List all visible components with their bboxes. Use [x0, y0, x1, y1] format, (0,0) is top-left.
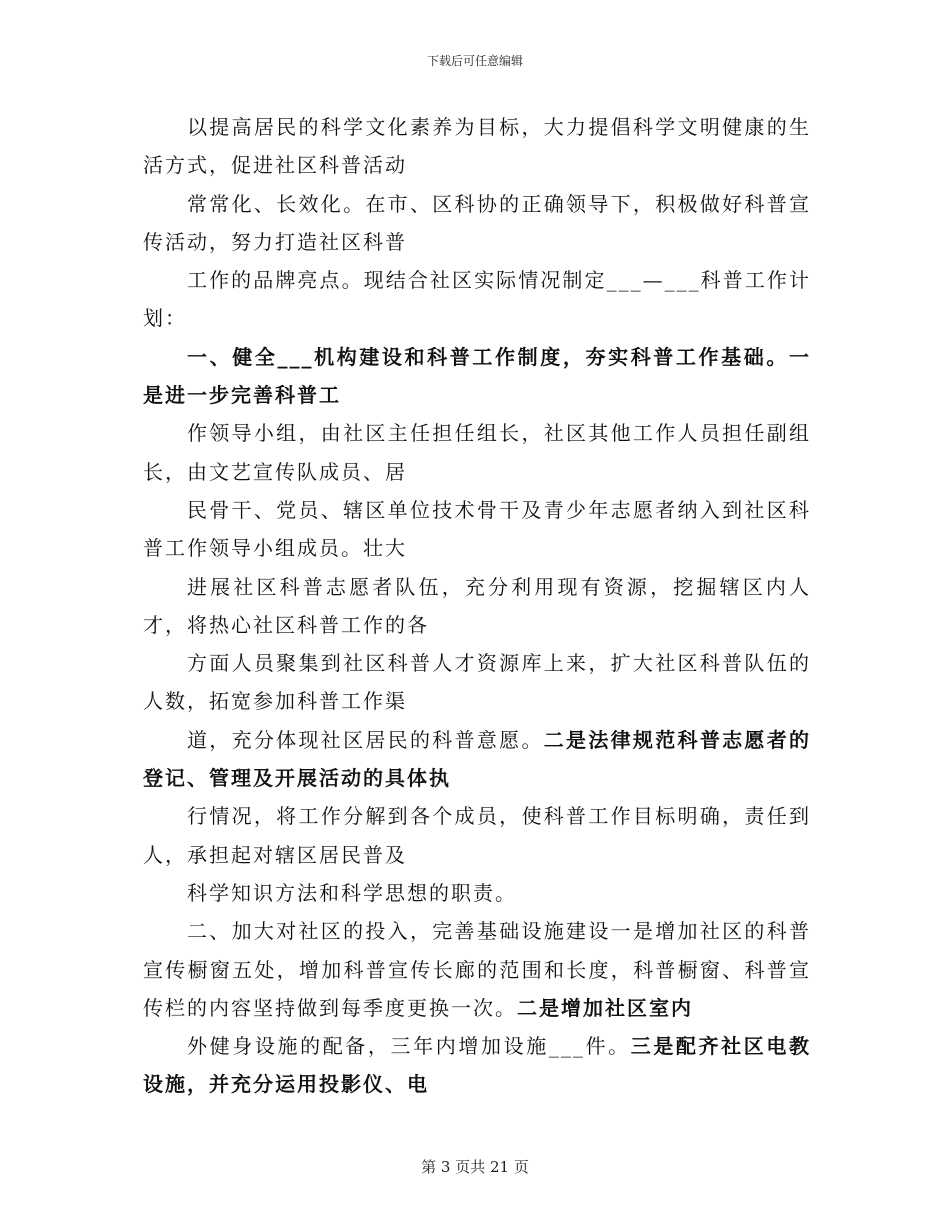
text-run: 以提高居民的科学文化素养为目标，大力提倡科学文明健康的生活方式，促进社区科普活动 — [143, 115, 811, 178]
paragraph — [143, 644, 811, 721]
paragraph — [143, 414, 811, 491]
text-run: 民骨干、党员、辖区单位技术骨干及青少年志愿者纳入到社区科普工作领导小组成员。壮大 — [143, 497, 811, 561]
paragraph — [143, 797, 811, 874]
paragraph — [143, 721, 811, 798]
bold-text-run: 三是配齐社区电教设施，并充分运用投影仪、电 — [143, 1034, 812, 1097]
paragraph — [143, 108, 811, 185]
text-run: 外健身设施的配备，三年内增加设施___件。 — [187, 1034, 631, 1059]
paragraph — [143, 261, 811, 338]
page-header: 下载后可任意编辑 — [426, 54, 523, 68]
bold-text-run: 一、健全___机构建设和科普工作制度，夯实科普工作基础。一是进一步完善科普工 — [143, 344, 811, 408]
paragraph — [143, 912, 811, 1027]
bold-text-run: 二是法律规范科普志愿者的登记、管理及开展活动的具体执 — [143, 727, 812, 791]
paragraph — [143, 338, 811, 415]
page-number: 第 3 页共 21 页 — [421, 1158, 529, 1176]
bold-text-run: 二是增加社区室内 — [517, 995, 693, 1020]
text-run: 常常化、长效化。在市、区科协的正确领导下，积极做好科普宣传活动，努力打造社区科普 — [143, 191, 811, 254]
text-run: 方面人员聚集到社区科普人才资源库上来，扩大社区科普队伍的人数，拓宽参加科普工作渠 — [143, 651, 811, 714]
paragraph — [143, 1027, 811, 1104]
text-run: 进展社区科普志愿者队伍，充分利用现有资源，挖掘辖区内人才，将热心社区科普工作的各 — [143, 574, 811, 637]
paragraph — [143, 185, 811, 262]
text-run: 道，充分体现社区居民的科普意愿。 — [187, 727, 544, 752]
text-run: 二、加大对社区的投入，完善基础设施建设一是增加社区的科普宣传橱窗五处，增加科普宣传长廊的范围和长度，科普橱窗、科普宣传栏的内容坚持做到每季度更换一次。 — [143, 919, 811, 1020]
paragraph — [143, 874, 811, 912]
text-run: 行情况，将工作分解到各个成员，使科普工作目标明确，责任到人，承担起对辖区居民普及 — [143, 804, 811, 867]
paragraph — [143, 568, 811, 645]
text-run: 工作的品牌亮点。现结合社区实际情况制定___—___科普工作计划： — [143, 268, 811, 331]
document-body — [143, 108, 811, 1104]
text-run: 作领导小组，由社区主任担任组长，社区其他工作人员担任副组长，由文艺宣传队成员、居 — [143, 421, 811, 484]
text-run: 科学知识方法和科学思想的职责。 — [187, 880, 517, 905]
paragraph — [143, 491, 811, 568]
